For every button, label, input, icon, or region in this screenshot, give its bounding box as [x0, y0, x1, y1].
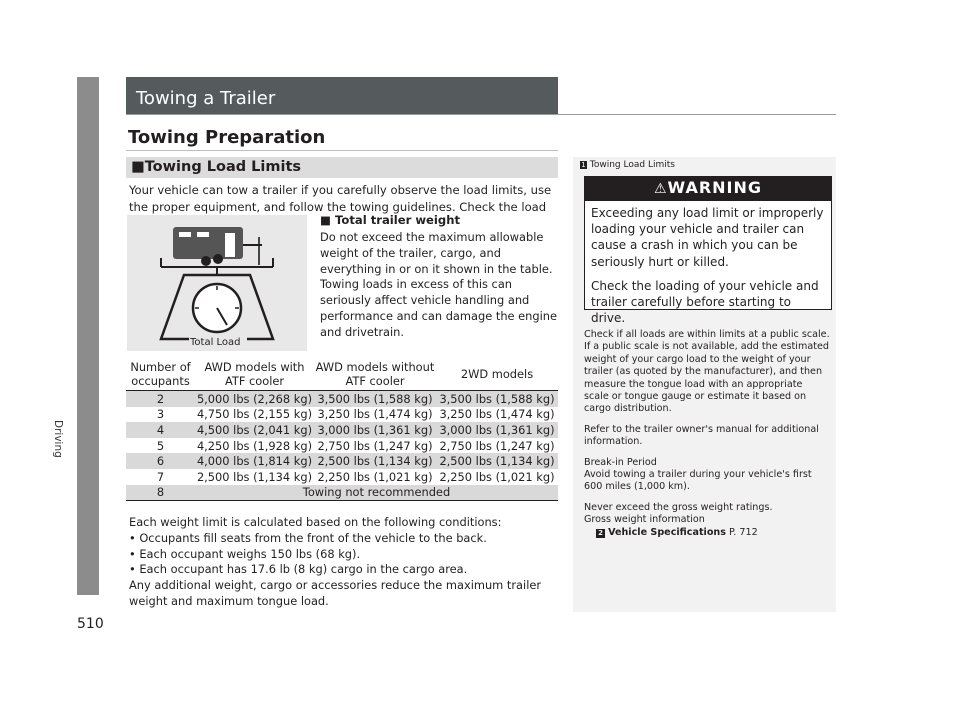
cell-awd-with-cooler: 2,500 lbs (1,134 kg) — [196, 469, 313, 484]
list-item: • Each occupant weighs 150 lbs (68 kg). — [129, 546, 361, 561]
cell-awd-with-cooler: 5,000 lbs (2,268 kg) — [196, 391, 313, 406]
warning-paragraph: Check the loading of your vehicle and trailer carefully before starting to drive. — [591, 278, 819, 326]
table-header-row — [126, 358, 558, 391]
table-row — [126, 438, 558, 454]
cell-occupants: 4 — [126, 422, 195, 438]
cell-awd-without-cooler: 2,500 lbs (1,134 kg) — [314, 453, 436, 469]
cell-occupants: 6 — [126, 453, 195, 469]
cell-2wd: 3,500 lbs (1,588 kg) — [436, 391, 558, 407]
page-number: 510 — [77, 616, 104, 632]
cell-awd-without-cooler: 2,750 lbs (1,247 kg) — [317, 438, 433, 453]
cell-occupants: 7 — [156, 469, 165, 484]
table-row — [126, 391, 558, 407]
reference-arrow-icon: 2 — [596, 529, 605, 538]
cell-2wd: 2,250 lbs (1,021 kg) — [439, 469, 555, 484]
cell-awd-with-cooler: 4,750 lbs (2,155 kg) — [196, 407, 313, 422]
note-paragraph: Avoid towing a trailer during your vehicle's first 600 miles (1,000 km). — [584, 469, 812, 493]
total-load-illustration — [127, 215, 307, 351]
cell-awd-without-cooler: 2,250 lbs (1,021 kg) — [317, 469, 433, 484]
table-row — [126, 453, 558, 469]
section-divider — [126, 150, 558, 151]
illustration-label: Total Load — [190, 337, 241, 348]
cell-2wd: 2,500 lbs (1,134 kg) — [436, 453, 558, 469]
sidebar-heading — [580, 160, 675, 170]
cell-awd-with-cooler: 4,250 lbs (1,928 kg) — [196, 438, 313, 453]
xref-label: Vehicle Specifications — [608, 526, 726, 538]
header-awd-without-cooler: AWD models without ATF cooler — [314, 358, 436, 391]
warning-title-text: WARNING — [667, 178, 763, 197]
subsection-heading: ■Towing Load Limits — [131, 159, 302, 175]
warning-body — [591, 205, 827, 326]
header-2wd: 2WD models — [436, 358, 558, 391]
page-title: Towing a Trailer — [136, 88, 276, 109]
title-divider — [126, 114, 836, 115]
conditions-outro: Any additional weight, cargo or accessories reduce the maximum trailer weight and maximum tongue load. — [129, 578, 542, 608]
cell-occupants: 5 — [156, 438, 165, 453]
cell-2wd: 3,250 lbs (1,474 kg) — [439, 407, 555, 422]
cell-occupants: 8 — [126, 485, 195, 501]
cell-awd-with-cooler: 4,000 lbs (1,814 kg) — [196, 454, 313, 469]
note-paragraph: Never exceed the gross weight ratings. — [584, 501, 773, 513]
chapter-label: Driving — [52, 420, 64, 458]
conditions-intro: Each weight limit is calculated based on the following conditions: — [129, 515, 502, 529]
intro-paragraph: Your vehicle can tow a trailer if you carefully observe the load limits, use the proper equipment, and follow the towing guidelines. Check the load — [129, 183, 552, 214]
list-item: • Occupants fill seats from the front of the vehicle to the back. — [129, 530, 487, 545]
sidebar-notes — [584, 329, 830, 539]
total-weight-body: Do not exceed the maximum allowable weight of the trailer, cargo, and everything in or on it shown in the table. Towing loads in excess of this can seriously affect vehicle handling and performance and can damage the engine and drivetrain. — [320, 230, 558, 339]
cross-reference-link[interactable] — [584, 527, 830, 539]
warning-paragraph: Exceeding any load limit or improperly loading your vehicle and trailer can cause a crash in which you can be seriously hurt or killed. — [591, 206, 824, 269]
note-paragraph: Gross weight information — [584, 514, 705, 526]
list-item: • Each occupant has 17.6 lb (8 kg) cargo in the cargo area. — [129, 562, 468, 577]
total-weight-heading: ■ Total trailer weight — [320, 213, 460, 227]
section-heading: Towing Preparation — [128, 127, 326, 148]
warning-title — [585, 178, 831, 197]
table-row — [126, 422, 558, 438]
warning-triangle-icon: ⚠ — [653, 181, 668, 197]
cell-2wd: 2,750 lbs (1,247 kg) — [439, 438, 555, 453]
cell-occupants: 2 — [126, 391, 195, 407]
note-paragraph: Check if all loads are within limits at a public scale. If a public scale is not available, add the estimated weight of your cargo load to the weight of your trailer (as quoted by the manufacturer), and then measure the tongue load with an appropriate scale or tongue gauge or estimate it based on cargo distribution. — [584, 329, 830, 415]
cell-2wd: 3,000 lbs (1,361 kg) — [436, 422, 558, 438]
conditions-block — [129, 515, 569, 610]
table-row — [126, 485, 558, 501]
towing-load-table — [126, 358, 558, 501]
table-row — [126, 469, 558, 485]
sidebar-heading-text: Towing Load Limits — [589, 160, 675, 170]
header-occupants: Number of occupants — [126, 358, 195, 391]
cell-not-recommended: Towing not recommended — [195, 485, 558, 501]
cell-awd-without-cooler: 3,000 lbs (1,361 kg) — [314, 422, 436, 438]
cell-awd-without-cooler: 3,500 lbs (1,588 kg) — [314, 391, 436, 407]
trailer-scale-icon — [127, 215, 307, 351]
note-paragraph: Refer to the trailer owner's manual for additional information. — [584, 423, 819, 448]
cell-occupants: 3 — [156, 407, 165, 422]
chapter-side-tab — [77, 77, 99, 595]
cell-awd-without-cooler: 3,250 lbs (1,474 kg) — [317, 407, 433, 422]
xref-page: P. 712 — [729, 526, 758, 538]
cell-awd-with-cooler: 4,500 lbs (2,041 kg) — [196, 422, 313, 437]
table-row — [126, 407, 558, 423]
note-title: Break-in Period — [584, 456, 657, 468]
header-awd-with-cooler: AWD models with ATF cooler — [195, 358, 314, 391]
ref-marker-icon: 1 — [581, 161, 586, 169]
